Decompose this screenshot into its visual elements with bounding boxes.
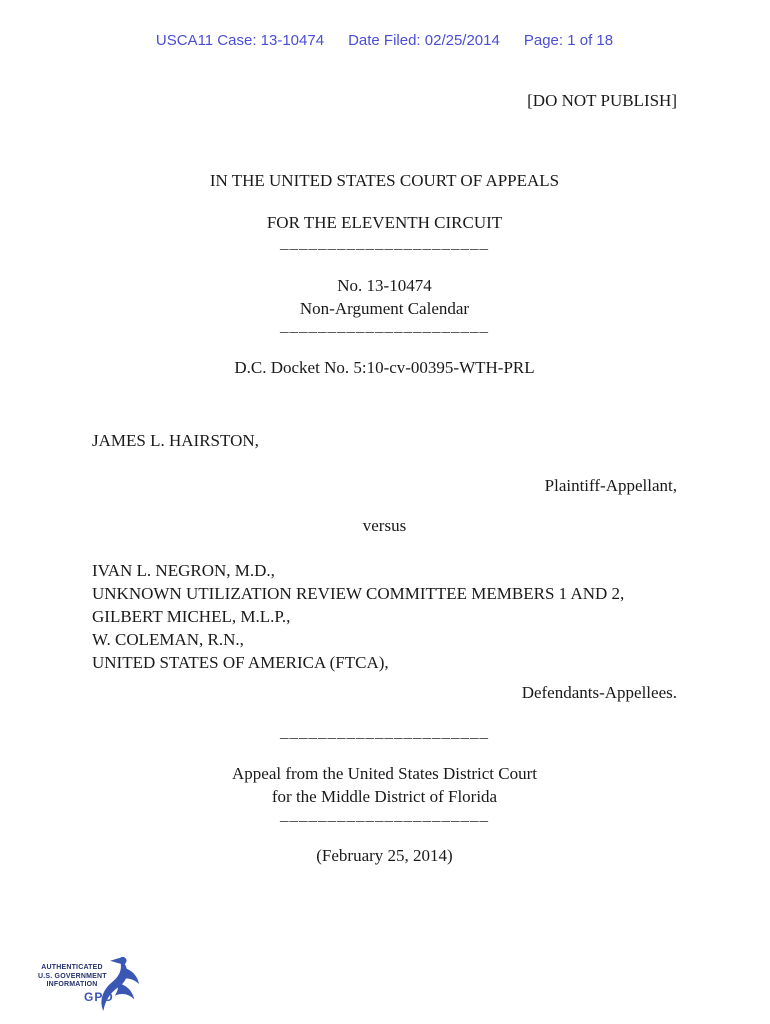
gpo-seal-text-line2: U.S. GOVERNMENT: [38, 972, 107, 980]
defendant-name: W. COLEMAN, R.N.,: [92, 630, 244, 649]
gpo-seal: [38, 951, 142, 1015]
case-number: No. 13-10474: [337, 276, 432, 295]
plaintiff-role: Plaintiff-Appellant,: [544, 476, 677, 495]
defendant-name: IVAN L. NEGRON, M.D.,: [92, 561, 275, 580]
gpo-seal-text-line1: AUTHENTICATED: [41, 964, 103, 971]
section-divider-1: ______________________: [280, 233, 489, 252]
case-header: [92, 31, 677, 51]
court-title-line1: IN THE UNITED STATES COURT OF APPEALS: [209, 171, 560, 190]
opinion-date: (February 25, 2014): [316, 846, 453, 865]
defendant-name: UNKNOWN UTILIZATION REVIEW COMMITTEE MEMBERS 1 AND 2,: [92, 584, 625, 603]
defendant-name: UNITED STATES OF AMERICA (FTCA),: [92, 653, 389, 672]
court-title-line2: FOR THE ELEVENTH CIRCUIT: [266, 213, 503, 232]
appeal-source-line1: Appeal from the United States District Court: [232, 764, 537, 783]
gpo-seal-text: [38, 964, 106, 990]
dc-docket-number: D.C. Docket No. 5:10-cv-00395-WTH-PRL: [234, 358, 535, 377]
plaintiff-name: JAMES L. HAIRSTON,: [92, 431, 259, 450]
gpo-logo-text: GPO: [84, 990, 114, 1004]
defendant-name: GILBERT MICHEL, M.L.P.,: [92, 607, 291, 626]
appeal-source-line2: for the Middle District of Florida: [271, 787, 498, 806]
section-divider-2: ______________________: [280, 316, 489, 335]
section-divider-4: ______________________: [280, 805, 489, 824]
calendar-type: Non-Argument Calendar: [299, 299, 470, 318]
defendants-role: Defendants-Appellees.: [521, 683, 677, 702]
publish-notice: [DO NOT PUBLISH]: [527, 91, 677, 110]
header-page-number: Page: 1 of 18: [523, 32, 614, 49]
section-divider-3: ______________________: [280, 722, 489, 741]
versus-label: versus: [362, 516, 407, 535]
defendants-list: [92, 559, 677, 674]
header-date-filed: Date Filed: 02/25/2014: [348, 32, 500, 49]
gpo-seal-text-line3: INFORMATION: [46, 981, 98, 988]
header-case-number: USCA11 Case: 13-10474: [155, 32, 325, 49]
